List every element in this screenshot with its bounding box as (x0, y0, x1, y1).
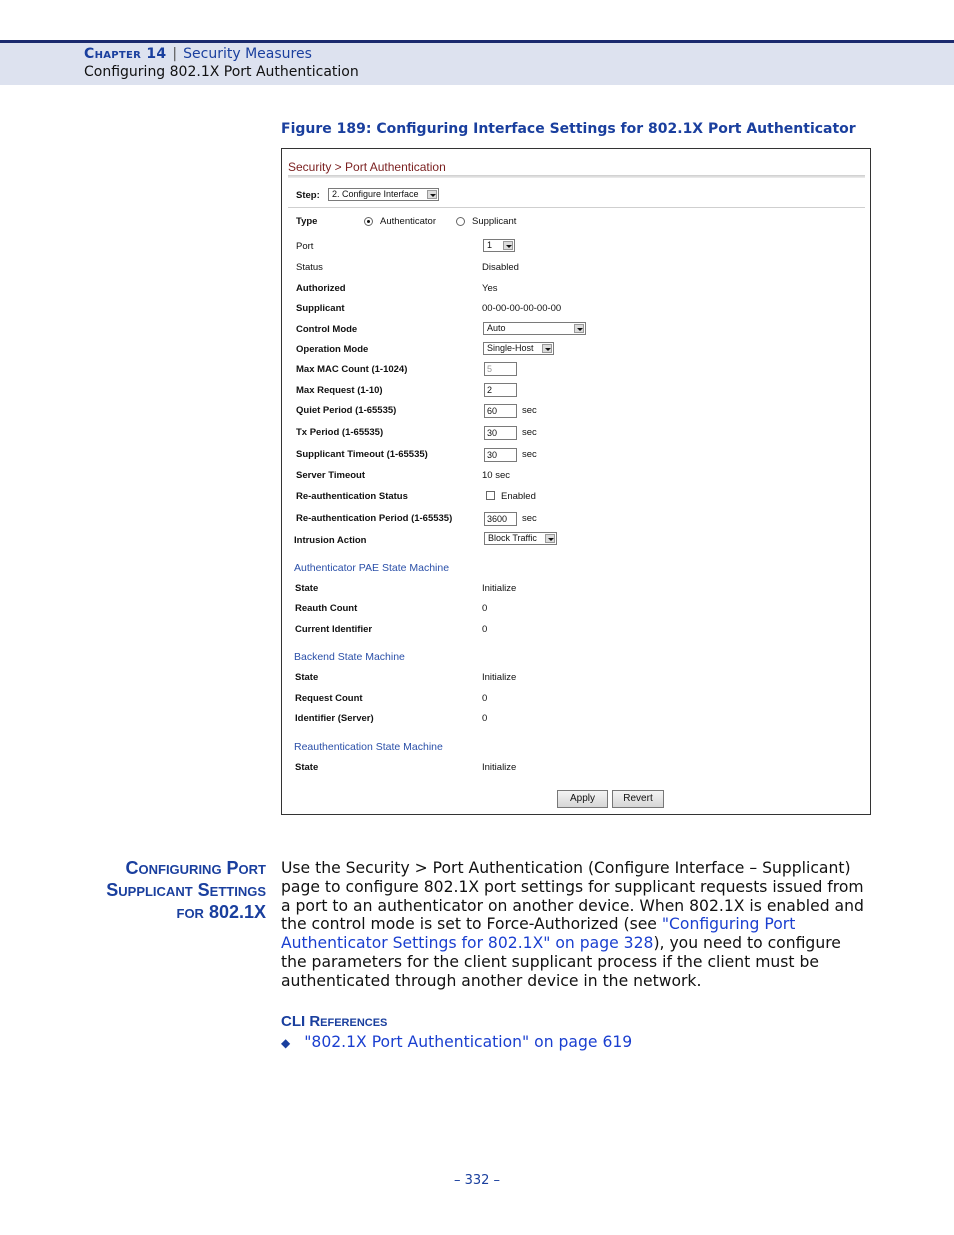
chapter-title: Security Measures (183, 46, 312, 62)
operation-mode-select[interactable] (483, 342, 554, 355)
cross-reference-link[interactable]: "Configuring Port Authenticator Settings for 802.1X" on page 328 (281, 915, 796, 953)
operation-mode-value: Single-Host (487, 343, 534, 353)
supplicant-timeout-input[interactable]: 30 (484, 448, 517, 462)
quiet-period-input[interactable]: 60 (484, 404, 517, 418)
operation-mode-label: Operation Mode (296, 344, 369, 355)
reauth-sm-state-value: Initialize (482, 762, 517, 773)
server-timeout-label: Server Timeout (296, 470, 365, 481)
step-select-value: 2. Configure Interface (332, 189, 419, 199)
server-timeout-value: 10 sec (482, 470, 510, 481)
backend-request-count-label: Request Count (295, 693, 363, 704)
pae-section-title: Authenticator PAE State Machine (294, 562, 450, 574)
control-mode-value: Auto (487, 323, 506, 333)
chevron-down-icon (503, 241, 513, 250)
step-select[interactable] (328, 188, 439, 201)
chevron-down-icon (574, 324, 584, 333)
pae-reauth-count-value: 0 (482, 603, 488, 614)
port-select[interactable] (483, 239, 515, 252)
section-title-line-2: Supplicant Settings (106, 880, 266, 900)
chevron-down-icon (427, 190, 437, 199)
tx-period-unit: sec (522, 427, 537, 438)
section-title-line-1: Configuring Port (125, 858, 266, 878)
figure-screenshot (281, 148, 871, 815)
authorized-value: Yes (482, 283, 498, 294)
step-label: Step: (296, 190, 320, 201)
max-mac-count-input[interactable]: 5 (484, 362, 517, 376)
cli-references-heading: CLI References (281, 1013, 388, 1030)
backend-state-label: State (295, 672, 319, 683)
section-title-line-3: for 802.1X (176, 902, 266, 922)
intrusion-action-value: Block Traffic (488, 533, 537, 543)
control-mode-select[interactable] (483, 322, 586, 335)
max-request-label: Max Request (1-10) (296, 385, 383, 396)
quiet-period-unit: sec (522, 405, 537, 416)
supplicant-label: Supplicant (296, 303, 345, 314)
pae-reauth-count-label: Reauth Count (295, 603, 358, 614)
max-request-input[interactable]: 2 (484, 383, 517, 397)
supplicant-mac-value: 00-00-00-00-00-00 (482, 303, 562, 314)
chapter-number: Chapter 14 (84, 46, 167, 62)
tx-period-input[interactable]: 30 (484, 426, 517, 440)
reauth-period-label: Re-authentication Period (1-65535) (296, 513, 453, 524)
backend-identifier-value: 0 (482, 713, 488, 724)
section-body (281, 859, 871, 991)
authorized-label: Authorized (296, 283, 346, 294)
running-header-chapter (84, 46, 312, 62)
tx-period-label: Tx Period (1-65535) (296, 427, 384, 438)
chevron-down-icon (542, 344, 552, 353)
port-label: Port (296, 241, 314, 252)
body-text-2: ), you need to configure the parameters for the client supplicant process if the client must be authenticated through another device in the network. (281, 934, 841, 990)
breadcrumb: Security > Port Authentication (288, 160, 446, 174)
header-separator: | (172, 46, 178, 62)
revert-button[interactable]: Revert (612, 790, 664, 808)
body-text-1: Use the Security > Port Authentication (Configure Interface – Supplicant) page to configure 802.1X port settings for supplicant requests issued from a port to an authenticator on another device. When 802.1X is enabled and the control mode is set to Force-Authorized (see (281, 859, 864, 934)
port-select-value: 1 (487, 240, 493, 250)
pae-state-label: State (295, 583, 319, 594)
reauth-enabled-checkbox[interactable] (486, 491, 495, 500)
chevron-down-icon (545, 534, 555, 543)
reauth-sm-state-label: State (295, 762, 319, 773)
supplicant-timeout-label: Supplicant Timeout (1-65535) (296, 449, 428, 460)
intrusion-action-select[interactable] (484, 532, 557, 545)
max-mac-count-label: Max MAC Count (1-1024) (296, 364, 408, 375)
quiet-period-label: Quiet Period (1-65535) (296, 405, 397, 416)
backend-request-count-value: 0 (482, 693, 488, 704)
supplicant-radio[interactable] (456, 217, 465, 226)
cli-reference-item (281, 1033, 632, 1051)
figure-caption: Figure 189: Configuring Interface Settings for 802.1X Port Authenticator (281, 121, 856, 137)
reauth-status-label: Re-authentication Status (296, 491, 408, 502)
supplicant-radio-label: Supplicant (472, 216, 517, 227)
reauth-period-input[interactable]: 3600 (484, 512, 517, 526)
control-mode-label: Control Mode (296, 324, 358, 335)
reauth-period-unit: sec (522, 513, 537, 524)
breadcrumb-divider (288, 175, 865, 178)
reauth-sm-section-title: Reauthentication State Machine (294, 741, 443, 753)
backend-identifier-label: Identifier (Server) (295, 713, 374, 724)
intrusion-action-label: Intrusion Action (294, 535, 367, 546)
diamond-bullet-icon: ◆ (281, 1036, 291, 1050)
pae-current-id-label: Current Identifier (295, 624, 373, 635)
supplicant-timeout-unit: sec (522, 449, 537, 460)
status-label: Status (296, 262, 323, 273)
reauth-enabled-label: Enabled (501, 491, 536, 502)
step-divider (288, 207, 865, 208)
pae-state-value: Initialize (482, 583, 517, 594)
pae-current-id-value: 0 (482, 624, 488, 635)
cli-reference-link[interactable]: "802.1X Port Authentication" on page 619 (304, 1033, 633, 1051)
type-label: Type (296, 216, 318, 227)
apply-button[interactable]: Apply (557, 790, 608, 808)
status-value: Disabled (482, 262, 519, 273)
backend-section-title: Backend State Machine (294, 651, 405, 663)
backend-state-value: Initialize (482, 672, 517, 683)
running-header-section: Configuring 802.1X Port Authentication (84, 64, 359, 80)
section-title (60, 857, 266, 923)
authenticator-radio-label: Authenticator (380, 216, 436, 227)
page-number: – 332 – (453, 1173, 501, 1188)
authenticator-radio[interactable] (364, 217, 373, 226)
